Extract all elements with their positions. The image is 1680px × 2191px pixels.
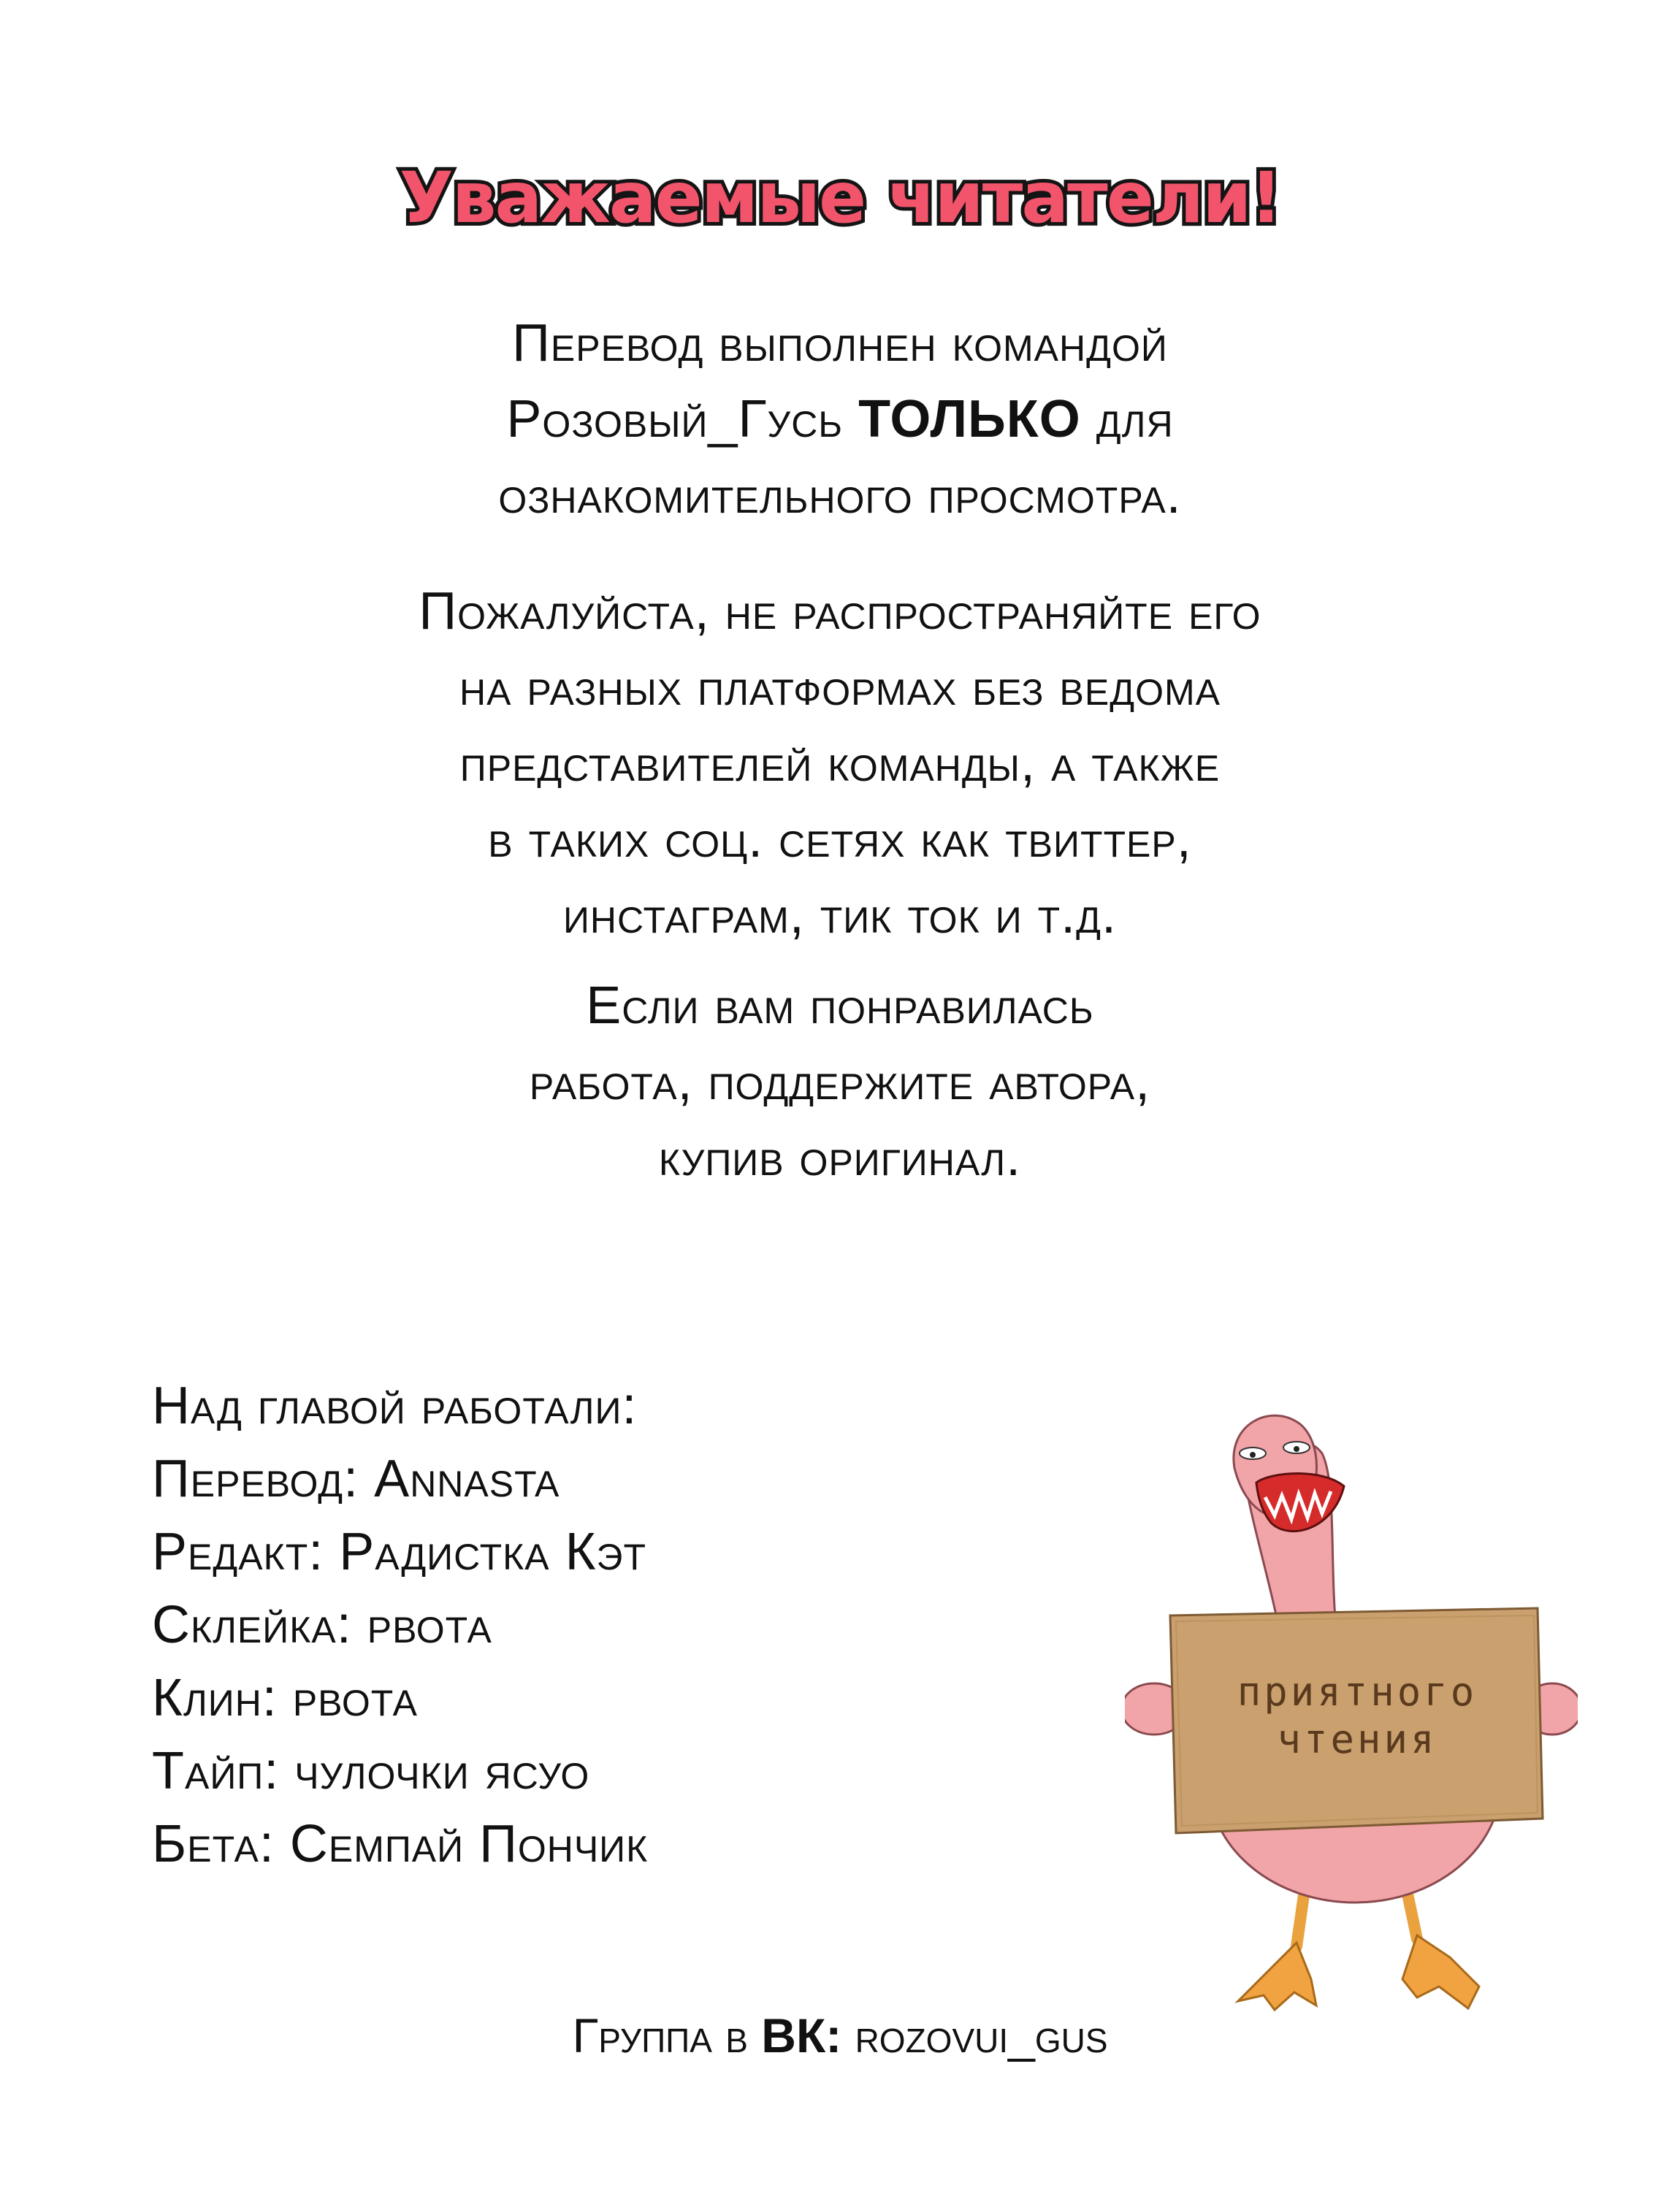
credits-title: Над главой работали: — [152, 1377, 638, 1435]
support-paragraph — [0, 968, 1680, 1196]
sign-text-line-2: чтения — [1277, 1716, 1437, 1762]
credit-role: Клин: — [152, 1669, 278, 1727]
credit-role: Склейка: — [152, 1596, 352, 1654]
sign-text-line-1: приятного — [1237, 1669, 1478, 1715]
credit-row-typesetting — [152, 1735, 648, 1808]
credit-row-gluing — [152, 1588, 648, 1662]
intro-paragraph — [0, 305, 1680, 533]
credit-row-beta — [152, 1808, 648, 1881]
request-line-3: представителей команды, а также — [459, 734, 1221, 792]
request-paragraph — [0, 573, 1680, 953]
intro-line-3: ознакомительного просмотра. — [498, 466, 1182, 524]
credit-name: Annasta — [374, 1450, 560, 1508]
credit-role: Редакт: — [152, 1523, 324, 1581]
request-line-2: на разных платформах без ведома — [459, 658, 1221, 716]
left-foot — [1238, 1943, 1316, 2010]
vk-network-name: ВК: — [761, 2008, 842, 2062]
support-line-2: работа, поддержите автора, — [529, 1052, 1151, 1111]
credit-row-editing — [152, 1515, 648, 1588]
right-foot — [1402, 1935, 1479, 2008]
vk-label: Группа в — [572, 2008, 748, 2062]
intro-for-word: для — [1096, 390, 1174, 448]
support-line-1: Если вам понравилась — [586, 976, 1094, 1035]
credit-row-cleaning — [152, 1662, 648, 1735]
team-name: Розовый_Гусь — [506, 390, 844, 448]
credit-name: рвота — [367, 1596, 492, 1654]
request-line-4: в таких соц. сетях как твиттер, — [488, 810, 1192, 868]
credit-name: чулочки ясуо — [294, 1742, 590, 1800]
intro-line-1: Перевод выполнен командой — [512, 314, 1168, 372]
vk-handle[interactable]: rozovui_gus — [855, 2008, 1108, 2062]
credit-name: Семпай Пончик — [289, 1815, 649, 1873]
credit-name: рвота — [292, 1669, 418, 1727]
goose-mascot-illustration — [1125, 1402, 1578, 2030]
credits-list — [152, 1369, 648, 1881]
only-emphasis: ТОЛЬКО — [858, 390, 1081, 448]
page-heading: Уважаемые читатели! — [399, 157, 1281, 239]
intro-line-2 — [0, 381, 1680, 457]
credit-role: Бета: — [152, 1815, 275, 1873]
credit-name: Радистка Кэт — [339, 1523, 647, 1581]
request-line-1: Пожалуйста, не распространяйте его — [419, 582, 1261, 641]
vk-group-link[interactable] — [0, 2003, 1680, 2068]
request-line-5: инстаграм, тик ток и т.д. — [562, 886, 1118, 944]
credit-role: Тайп: — [152, 1742, 280, 1800]
credit-row-translation — [152, 1442, 648, 1515]
credit-role: Перевод: — [152, 1450, 359, 1508]
support-line-3: купив оригинал. — [658, 1128, 1022, 1187]
